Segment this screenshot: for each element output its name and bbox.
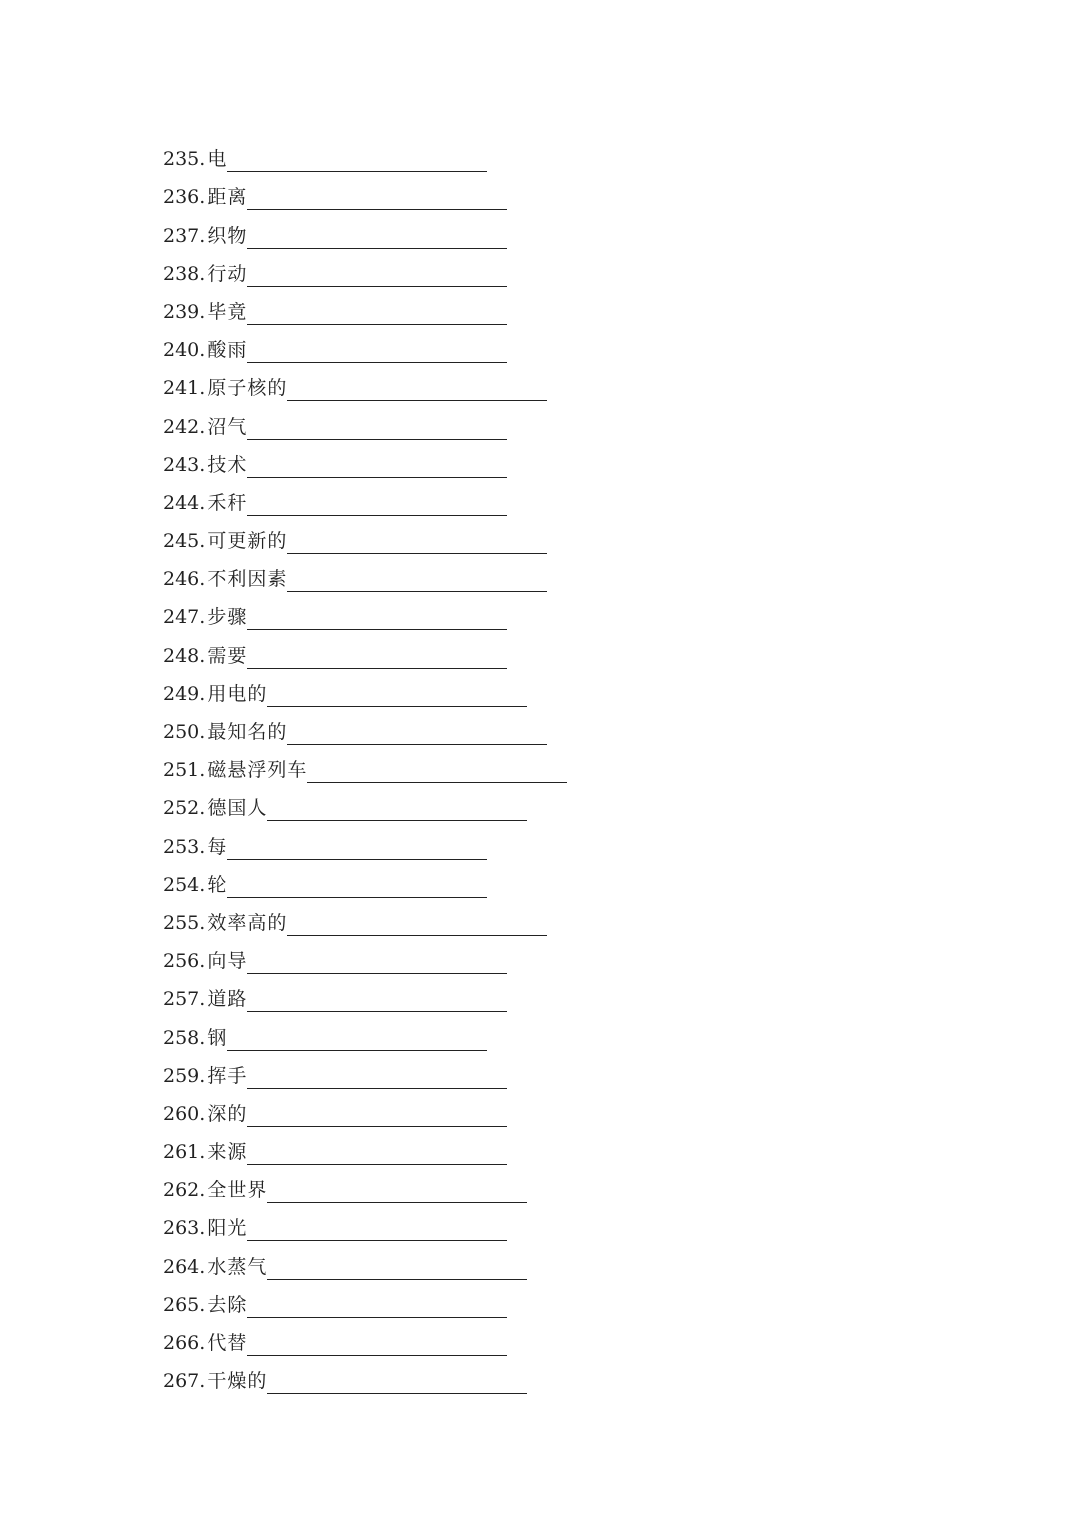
vocabulary-item	[163, 939, 567, 977]
vocabulary-item	[163, 1130, 567, 1168]
vocabulary-item	[163, 1206, 567, 1244]
item-number: 255.	[163, 911, 206, 934]
item-word: 干燥的	[207, 1370, 268, 1393]
item-word: 织物	[207, 224, 248, 247]
item-word: 全世界	[207, 1179, 268, 1202]
vocabulary-item	[163, 824, 567, 862]
item-number: 235.	[163, 148, 206, 171]
vocabulary-item	[163, 519, 567, 557]
vocabulary-item	[163, 901, 567, 939]
item-number: 245.	[163, 530, 206, 553]
answer-blank-line[interactable]	[247, 497, 507, 516]
vocabulary-item	[163, 443, 567, 481]
answer-blank-line[interactable]	[287, 382, 547, 401]
answer-blank-line[interactable]	[287, 726, 547, 745]
item-number: 262.	[163, 1179, 206, 1202]
answer-blank-line[interactable]	[227, 879, 487, 898]
item-word: 需要	[207, 644, 248, 667]
answer-blank-line[interactable]	[247, 421, 507, 440]
answer-blank-line[interactable]	[227, 841, 487, 860]
vocabulary-item	[163, 404, 567, 442]
item-number: 246.	[163, 568, 206, 591]
vocabulary-item	[163, 1359, 567, 1397]
item-word: 轮	[207, 873, 228, 896]
item-word: 酸雨	[207, 339, 248, 362]
vocabulary-item	[163, 786, 567, 824]
item-number: 258.	[163, 1026, 206, 1049]
vocabulary-item	[163, 137, 567, 175]
vocabulary-item	[163, 290, 567, 328]
item-word: 来源	[207, 1141, 248, 1164]
item-word: 不利因素	[207, 568, 288, 591]
vocabulary-item	[163, 1283, 567, 1321]
item-number: 263.	[163, 1217, 206, 1240]
item-word: 去除	[207, 1293, 248, 1316]
vocabulary-item	[163, 481, 567, 519]
answer-blank-line[interactable]	[247, 230, 507, 249]
item-number: 241.	[163, 377, 206, 400]
answer-blank-line[interactable]	[247, 191, 507, 210]
vocabulary-item	[163, 366, 567, 404]
item-word: 毕竟	[207, 300, 248, 323]
item-word: 最知名的	[207, 721, 288, 743]
item-number: 251.	[163, 759, 206, 782]
item-number: 264.	[163, 1255, 206, 1278]
answer-blank-line[interactable]	[247, 650, 507, 669]
item-word: 禾秆	[207, 491, 248, 514]
item-word: 可更新的	[207, 530, 288, 553]
vocabulary-item	[163, 1244, 567, 1282]
vocabulary-item	[163, 1015, 567, 1053]
answer-blank-line[interactable]	[247, 306, 507, 325]
answer-blank-line[interactable]	[247, 1299, 507, 1318]
answer-blank-line[interactable]	[247, 955, 507, 974]
answer-blank-line[interactable]	[247, 611, 507, 630]
item-word: 技术	[207, 453, 248, 476]
answer-blank-line[interactable]	[227, 1032, 487, 1051]
item-word: 水蒸气	[207, 1255, 268, 1278]
item-word: 效率高的	[207, 911, 288, 934]
answer-blank-line[interactable]	[247, 459, 507, 478]
item-number: 247.	[163, 606, 206, 629]
item-number: 254.	[163, 873, 206, 896]
item-number: 259.	[163, 1064, 206, 1087]
item-number: 266.	[163, 1332, 206, 1354]
item-number: 265.	[163, 1293, 206, 1316]
item-number: 237.	[163, 224, 206, 247]
vocabulary-item	[163, 1092, 567, 1130]
answer-blank-line[interactable]	[267, 802, 527, 821]
vocabulary-item	[163, 1321, 567, 1359]
answer-blank-line[interactable]	[287, 917, 547, 936]
item-number: 242.	[163, 415, 206, 438]
vocabulary-item	[163, 595, 567, 633]
vocabulary-item	[163, 213, 567, 251]
item-number: 238.	[163, 262, 206, 285]
answer-blank-line[interactable]	[287, 535, 547, 554]
answer-blank-line[interactable]	[307, 764, 567, 783]
item-word: 道路	[207, 988, 248, 1011]
item-number: 261.	[163, 1141, 206, 1164]
item-number: 239.	[163, 300, 206, 323]
item-word: 行动	[207, 262, 248, 285]
answer-blank-line[interactable]	[267, 688, 527, 707]
answer-blank-line[interactable]	[247, 1222, 507, 1241]
item-number: 244.	[163, 491, 206, 514]
item-word: 代替	[207, 1332, 248, 1354]
answer-blank-line[interactable]	[267, 1184, 527, 1203]
item-word: 用电的	[207, 682, 268, 705]
item-number: 253.	[163, 835, 206, 858]
vocabulary-item	[163, 633, 567, 671]
answer-blank-line[interactable]	[227, 153, 487, 172]
item-word: 电	[207, 148, 228, 171]
item-word: 阳光	[207, 1217, 248, 1240]
vocabulary-item	[163, 863, 567, 901]
answer-blank-line[interactable]	[267, 1261, 527, 1280]
vocabulary-item	[163, 710, 567, 748]
answer-blank-line[interactable]	[287, 573, 547, 592]
vocabulary-list	[163, 137, 567, 1397]
answer-blank-line[interactable]	[247, 268, 507, 287]
item-word: 沼气	[207, 415, 248, 438]
item-word: 挥手	[207, 1064, 248, 1087]
answer-blank-line[interactable]	[247, 993, 507, 1012]
item-word: 钢	[207, 1026, 228, 1049]
vocabulary-item	[163, 252, 567, 290]
item-word: 距离	[207, 186, 248, 209]
item-word: 原子核的	[207, 377, 288, 400]
item-number: 236.	[163, 186, 206, 209]
item-number: 250.	[163, 721, 206, 743]
item-word: 步骤	[207, 606, 248, 629]
vocabulary-item	[163, 328, 567, 366]
item-number: 257.	[163, 988, 206, 1011]
answer-blank-line[interactable]	[247, 344, 507, 363]
answer-blank-line[interactable]	[267, 1375, 527, 1394]
vocabulary-item	[163, 748, 567, 786]
item-word: 德国人	[207, 797, 268, 820]
item-number: 260.	[163, 1102, 206, 1125]
item-word: 深的	[207, 1102, 248, 1125]
vocabulary-item	[163, 1168, 567, 1206]
item-word: 磁悬浮列车	[207, 759, 308, 782]
vocabulary-item	[163, 557, 567, 595]
item-number: 240.	[163, 339, 206, 362]
vocabulary-item	[163, 977, 567, 1015]
answer-blank-line[interactable]	[247, 1146, 507, 1165]
item-number: 252.	[163, 797, 206, 820]
vocabulary-item	[163, 175, 567, 213]
item-word: 向导	[207, 950, 248, 973]
answer-blank-line[interactable]	[247, 1108, 507, 1127]
answer-blank-line[interactable]	[247, 1070, 507, 1089]
item-number: 243.	[163, 453, 206, 476]
item-word: 每	[207, 835, 228, 858]
item-number: 256.	[163, 950, 206, 973]
item-number: 248.	[163, 644, 206, 667]
item-number: 267.	[163, 1370, 206, 1393]
answer-blank-line[interactable]	[247, 1337, 507, 1356]
vocabulary-item	[163, 672, 567, 710]
vocabulary-item	[163, 1054, 567, 1092]
item-number: 249.	[163, 682, 206, 705]
